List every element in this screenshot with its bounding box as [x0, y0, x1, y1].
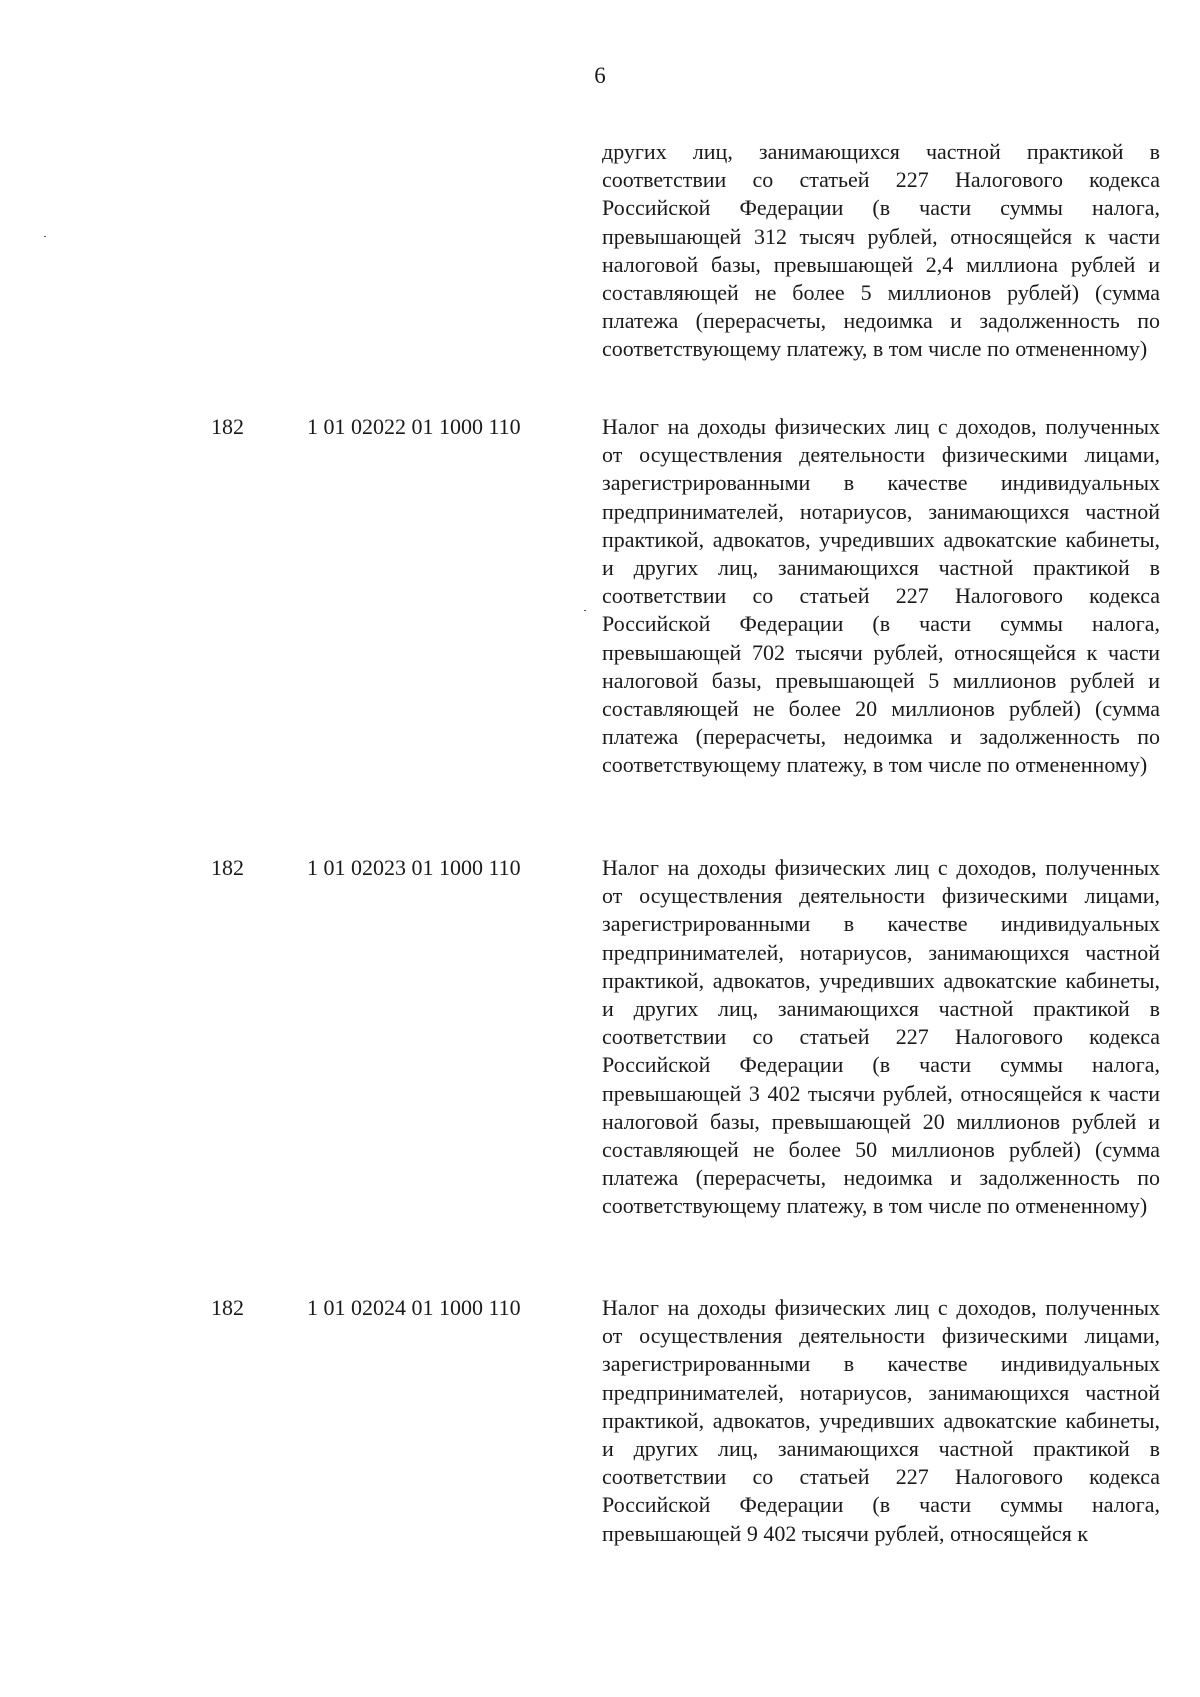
row-1-kbk-code: 1 01 02022 01 1000 110 — [307, 414, 521, 439]
row-1-admin-code: 182 — [211, 414, 244, 439]
row-2-admin-code: 182 — [211, 855, 244, 880]
row-3-admin-code: 182 — [211, 1295, 244, 1320]
row-1-description: Налог на доходы физических лиц с доходов, полученных от осуществления деятельности физическими лицами, зарегистрированными в качестве индивидуальных предпринимателей, нотариусов, занимающихся частной практикой, адвокатов, учредивших адвокатские кабинеты, и других лиц, занимающихся частной практикой в соответствии со статьей 227 Налогового кодекса Российской Федерации (в части суммы налога, превышающей 702 тысячи рублей, относящейся к части налоговой базы, превышающей 5 миллионов рублей и составляющей не более 20 миллионов рублей) (сумма платежа (перерасчеты, недоимка и задолженность по соответствующему платежу, в том числе по отмененному) — [602, 414, 1160, 778]
continuation-description: других лиц, занимающихся частной практикой в соответствии со статьей 227 Налогового кодекса Российской Федерации (в части суммы налога, превышающей 312 тысяч рублей, относящейся к части налоговой базы, превышающей 2,4 миллиона рублей и составляющей не более 5 миллионов рублей) (сумма платежа (перерасчеты, недоимка и задолженность по соответствующему платежу, в том числе по отмененному) — [602, 139, 1160, 362]
row-3-kbk-code: 1 01 02024 01 1000 110 — [307, 1295, 521, 1320]
row-2-kbk-code: 1 01 02023 01 1000 110 — [307, 855, 521, 880]
page-number: 6 — [594, 63, 606, 88]
row-2-description: Налог на доходы физических лиц с доходов, полученных от осуществления деятельности физическими лицами, зарегистрированными в качестве индивидуальных предпринимателей, нотариусов, занимающихся частной практикой, адвокатов, учредивших адвокатские кабинеты, и других лиц, занимающихся частной практикой в соответствии со статьей 227 Налогового кодекса Российской Федерации (в части суммы налога, превышающей 3 402 тысячи рублей, относящейся к части налоговой базы, превышающей 20 миллионов рублей и составляющей не более 50 миллионов рублей) (сумма платежа (перерасчеты, недоимка и задолженность по соответствующему платежу, в том числе по отмененному) — [602, 855, 1160, 1219]
scan-speck — [44, 236, 46, 237]
scan-speck — [584, 610, 586, 611]
row-3-description: Налог на доходы физических лиц с доходов, полученных от осуществления деятельности физическими лицами, зарегистрированными в качестве индивидуальных предпринимателей, нотариусов, занимающихся частной практикой, адвокатов, учредивших адвокатские кабинеты, и других лиц, занимающихся частной практикой в соответствии со статьей 227 Налогового кодекса Российской Федерации (в части суммы налога, превышающей 9 402 тысячи рублей, относящейся к — [602, 1295, 1160, 1546]
